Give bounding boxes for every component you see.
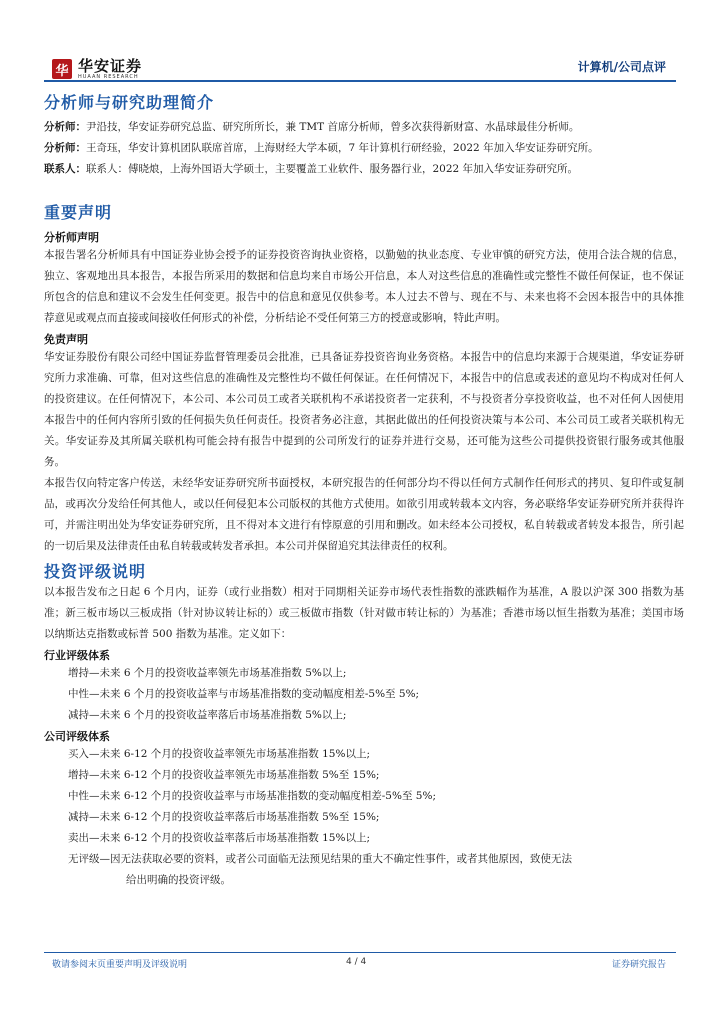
rating-item: 中性—未来 6-12 个月的投资收益率与市场基准指数的变动幅度相差-5%至 5%; <box>68 790 437 802</box>
company-rating-title: 公司评级体系 <box>44 730 110 743</box>
industry-rating-title: 行业评级体系 <box>44 649 110 662</box>
analyst-text: 王奇珏，华安计算机团队联席首席，上海财经大学本硕，7 年计算机行研经验，2022 年加入华安证券研究所。 <box>86 142 599 154</box>
statement-title: 重要声明 <box>44 203 113 222</box>
company-logo <box>52 58 142 80</box>
logo-english: HUAAN RESEARCH <box>78 74 139 80</box>
analyst-text: 联系人：傅晓烺，上海外国语大学硕士，主要覆盖工业软件、服务器行业，2022 年加入华安证券研究所。 <box>86 163 579 175</box>
rating-item-none <box>44 849 684 891</box>
page-content <box>44 88 684 891</box>
rating-item: 增持—未来 6 个月的投资收益率领先市场基准指数 5%以上; <box>68 667 347 679</box>
logo-name: 华安证券 <box>78 57 143 75</box>
analyst-entry <box>44 159 684 180</box>
disclaimer-title: 免责声明 <box>44 333 88 346</box>
disclaimer-text: 本报告仅向特定客户传送，未经华安证券研究所书面授权，本研究报告的任何部分均不得以任何方式制作任何形式的拷贝、复印件或复制品，或再次分发给任何其他人，或以任何侵犯本公司版权的其他方式使用。如欲引用或转载本文内容，务必联络华安证券研究所并获得许可，并需注明出处为华安证券研究所，且不得对本文进行有悖原意的引用和删改。如未经本公司授权，私自转载或者转发本报告，所引起的一切后果及法律责任由私自转载或转发者承担。本公司并保留追究其法律责任的权利。 <box>44 477 684 552</box>
report-category: 计算机/公司点评 <box>577 60 666 74</box>
analyst-statement-text: 本报告署名分析师具有中国证券业协会授予的证券投资咨询执业资格，以勤勉的执业态度、专业审慎的研究方法，使用合法合规的信息，独立、客观地出具本报告，本报告所采用的数据和信息均来自市场公开信息，本人对这些信息的准确性或完整性不做任何保证，也不保证所包含的信息和建议不会发生任何变更。报告中的信息和意见仅供参考。本人过去不曾与、现在不与、未来也将不会因本报告中的具体推荐意见或观点而直接或间接收任何形式的补偿，分析结论不受任何第三方的授意或影响，特此声明。 <box>44 249 684 324</box>
page-number: 4 / 4 <box>346 957 367 967</box>
rating-item: 减持—未来 6-12 个月的投资收益率落后市场基准指数 5%至 15%; <box>68 811 380 823</box>
page-header <box>0 0 724 86</box>
analyst-role: 分析师： <box>44 142 86 154</box>
rating-intro: 以本报告发布之日起 6 个月内，证券（或行业指数）相对于同期相关证券市场代表性指数的涨跌幅作为基准，A 股以沪深 300 指数为基准；新三板市场以三板成指（针对协议转让标的）或三板做市指数（针对做市转让标的）为基准；香港市场以恒生指数为基准；美国市场以纳斯达克指数或标普 500 指数为基准。定义如下： <box>44 586 684 640</box>
analyst-role: 联系人： <box>44 163 86 175</box>
disclaimer-text: 华安证券股份有限公司经中国证券监督管理委员会批准，已具备证券投资咨询业务资格。本报告中的信息均来源于合规渠道，华安证券研究所力求准确、可靠，但对这些信息的准确性及完整性均不做任何保证。在任何情况下，本报告中的信息或表述的意见均不构成对任何人的投资建议。在任何情况下，本公司、本公司员工或者关联机构不承诺投资者一定获利，不与投资者分享投资收益，也不对任何人因使用本报告中的任何内容所引致的任何损失负任何责任。投资者务必注意，其据此做出的任何投资决策与本公司、本公司员工或者关联机构无关。华安证券及其所属关联机构可能会持有报告中提到的公司所发行的证券并进行交易，还可能为这些公司提供投资银行服务或其他服务。 <box>44 351 684 468</box>
rating-item: 中性—未来 6 个月的投资收益率与市场基准指数的变动幅度相差-5%至 5%; <box>68 688 420 700</box>
analyst-role: 分析师： <box>44 121 86 133</box>
analyst-text: 尹沿技，华安证券研究总监、研究所所长，兼 TMT 首席分析师，曾多次获得新财富、水晶球最佳分析师。 <box>86 121 580 133</box>
rating-item: 减持—未来 6 个月的投资收益率落后市场基准指数 5%以上; <box>68 709 347 721</box>
no-rating-line1: 无评级—因无法获取必要的资料，或者公司面临无法预见结果的重大不确定性事件，或者其他原因，致使无法 <box>68 853 572 865</box>
header-divider <box>44 80 676 82</box>
footer-report-type: 证券研究报告 <box>611 960 666 970</box>
footer-note: 敬请参阅末页重要声明及评级说明 <box>52 960 188 970</box>
rating-item: 增持—未来 6-12 个月的投资收益率领先市场基准指数 5%至 15%; <box>68 769 380 781</box>
rating-item: 卖出—未来 6-12 个月的投资收益率落后市场基准指数 15%以上; <box>68 832 370 844</box>
logo-seal-icon: 华 <box>52 59 72 79</box>
analysts-title: 分析师与研究助理简介 <box>44 93 215 112</box>
rating-title: 投资评级说明 <box>44 562 147 581</box>
analyst-entry <box>44 138 684 159</box>
analyst-entry <box>44 117 684 138</box>
company-rating-list <box>44 744 684 891</box>
analyst-statement-title: 分析师声明 <box>44 231 99 244</box>
analyst-list <box>44 117 684 180</box>
footer-divider <box>44 952 676 953</box>
rating-item: 买入—未来 6-12 个月的投资收益率领先市场基准指数 15%以上; <box>68 748 370 760</box>
industry-rating-list <box>44 663 684 726</box>
no-rating-line2: 给出明确的投资评级。 <box>126 874 231 886</box>
